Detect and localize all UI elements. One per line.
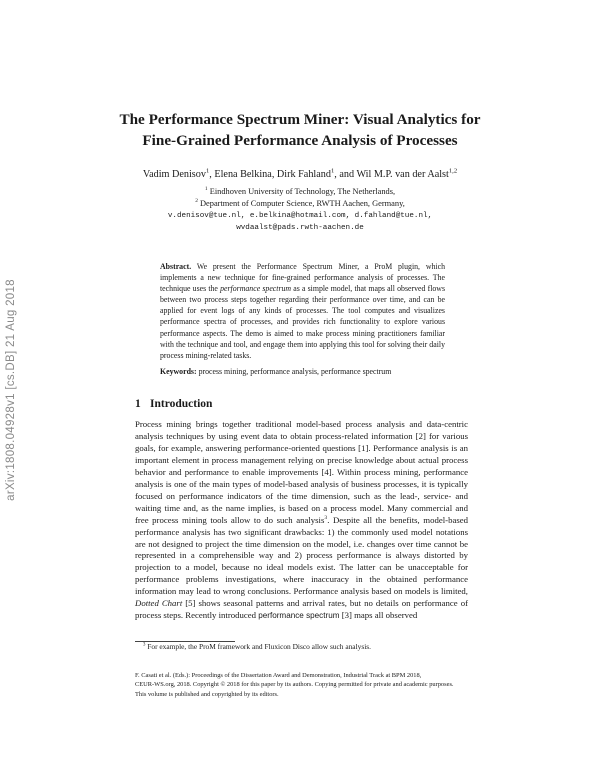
introduction-body — [135, 419, 468, 622]
author-separator: , — [209, 169, 215, 180]
section-heading — [135, 398, 212, 410]
author-affiliation-mark: 1,2 — [448, 167, 458, 175]
author-separator: , — [271, 169, 277, 180]
copyright-line-1: F. Casati et al. (Eds.): Proceedings of the Dissertation Award and Demonstration, Industrial Track at BPM 2018, — [135, 672, 422, 679]
body-text: . Despite all the benefits, model-based performance analysis has two significant drawbacks: 1) the commonly used model notations are not designed to project the time dimension on the model, i.e. changes over time cannot be represented in a comprehensible way and 2) process performance is always distorted by projection to a model, because no ideal models exist. The latter can be unacceptable for performance problems investigations, where inaccuracy in the obtained performance information may lead to wrong conclusions. Performance analysis based on models is limited, — [135, 514, 468, 597]
author-belkina: Elena Belkina — [214, 169, 272, 180]
author-affiliation-mark: 1 — [205, 167, 210, 175]
body-text: [5] shows seasonal patterns and arrival rates, but no details on performance of process steps. Recently introduced — [135, 598, 468, 621]
copyright-line-2: CEUR-WS.org, 2018. Copyright © 2018 for this paper by its authors. Copying permitted for private and academic purposes. — [135, 681, 454, 689]
body-text: Process mining brings together traditional model-based process analysis and data-centric analysis techniques by using event data to obtain process-related information [2] for various goals, for example, answering performance-oriented questions [1]. Performance analysis is an important element in process management relying on precise knowledge about actual process behavior and performance to enable improvements [4]. Within process mining, performance analysis is one of the main types of model-based analysis of business processes, it is typically focused on performance indicators of the time dimension, such as the lead-, service- and waiting time and, as the name implies, is based on a process model. Many commercial and free process mining tools allow to do such analysis — [135, 419, 468, 525]
arxiv-identifier: arXiv:1808.04928v1 [cs.DB] 21 Aug 2018 — [5, 279, 17, 501]
footnote-reference[interactable]: 3 — [324, 514, 328, 521]
author-separator: , and — [334, 169, 357, 180]
author-denisov: Vadim Denisov — [142, 169, 206, 180]
keywords — [160, 366, 450, 377]
footnote-text: For example, the ProM framework and Fluxicon Disco allow such analysis. — [147, 642, 371, 651]
affiliations — [80, 186, 520, 234]
abstract-emphasis: performance spectrum — [220, 284, 292, 294]
affiliation-mark: 2 — [195, 198, 198, 205]
keywords-text: process mining, performance analysis, performance spectrum — [196, 367, 392, 376]
body-text: [3] maps all observed — [339, 610, 418, 621]
title-line-2: Fine-Grained Performance Analysis of Processes — [142, 132, 458, 149]
author-fahland: Dirk Fahland — [276, 169, 331, 180]
abstract-text: as a simple model, that maps all observed flows between two process steps together regarding their performance over time, and can be applied for event logs of any kinds of processes. The tool computes and visualizes performance spectra of processes, and provides rich functionality to explore various performance aspects. The demo is aimed to make process mining practitioners familiar with the technique and tool, and engage them into applying this tool for solving their daily process mining-related tasks. — [160, 284, 446, 360]
footnote-mark: 3 — [143, 642, 146, 648]
title-line-1: The Performance Spectrum Miner: Visual Analytics for — [119, 111, 481, 128]
abstract-text: We present the Performance Spectrum Miner, a ProM plugin, which implements a new technique for fine-grained performance analysis of processes. The technique uses the — [160, 262, 445, 294]
affiliation-mark: 1 — [204, 186, 208, 193]
email-list-2: wvdaalst@pads.rwth-aachen.de — [236, 224, 364, 232]
abstract — [160, 261, 445, 361]
affiliation-2-text: Department of Computer Science, RWTH Aachen, Germany, — [200, 199, 405, 208]
author-van-der-aalst: Wil M.P. van der Aalst — [356, 169, 449, 180]
affiliation-2 — [80, 198, 520, 210]
copyright-line-3: This volume is published and copyrighted by its editors. — [135, 690, 279, 698]
body-emphasis: Dotted Chart — [135, 598, 183, 609]
paper-title — [100, 109, 500, 151]
author-affiliation-mark: 1 — [330, 167, 335, 175]
keywords-label: Keywords: — [160, 367, 197, 376]
email-list-1: v.denisov@tue.nl, e.belkina@hotmail.com, d.fahland@tue.nl, — [167, 212, 433, 220]
body-term: performance spectrum — [258, 611, 340, 621]
copyright-notice — [135, 671, 475, 699]
section-number: 1 — [135, 398, 141, 410]
footnote — [135, 642, 468, 652]
section-title: Introduction — [150, 398, 213, 410]
author-list — [80, 168, 520, 181]
affiliation-1 — [80, 186, 520, 198]
affiliation-1-text: Eindhoven University of Technology, The Netherlands, — [209, 187, 396, 196]
abstract-label: Abstract. — [160, 262, 192, 271]
